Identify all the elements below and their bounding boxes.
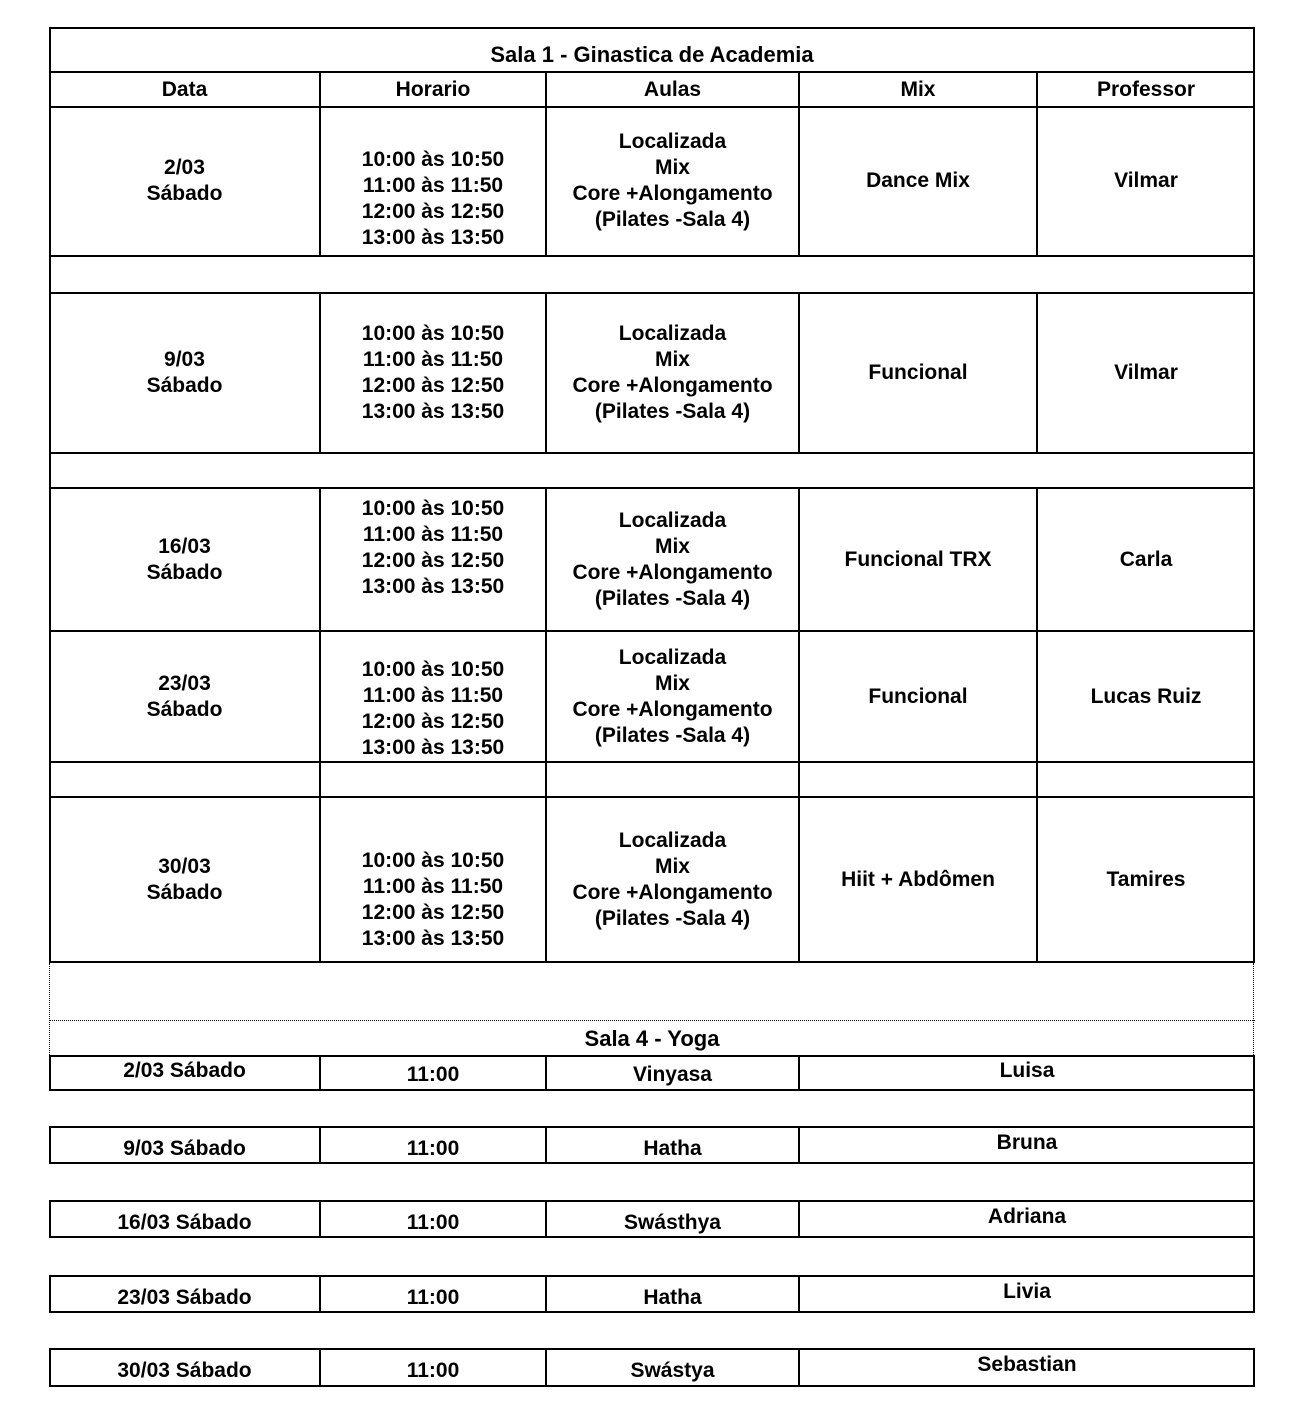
- column-divider: [319, 292, 321, 454]
- column-divider: [798, 1348, 800, 1387]
- header-horario: Horario: [395, 78, 471, 101]
- table-border: [49, 255, 1255, 257]
- day-text: Sábado: [146, 880, 223, 904]
- yoga-row-teacher: Bruna: [996, 1131, 1058, 1154]
- class-item: Localizada: [618, 828, 727, 852]
- time-slot: 11:00 às 11:50: [362, 348, 504, 371]
- header-mix: Mix: [900, 78, 936, 101]
- time-slot: 13:00 às 13:50: [361, 926, 505, 950]
- column-divider: [798, 292, 800, 454]
- column-divider: [798, 1055, 800, 1091]
- table-row-mix: Funcional: [868, 684, 968, 708]
- column-divider: [545, 71, 547, 257]
- time-slot: 12:00 às 12:50: [361, 374, 505, 397]
- class-item: Localizada: [618, 508, 727, 532]
- class-item: Mix: [654, 348, 690, 371]
- table-row-teacher: Vilmar: [1114, 169, 1178, 192]
- column-divider: [319, 1126, 321, 1164]
- column-divider: [1036, 796, 1038, 963]
- date-text: 9/03: [164, 348, 205, 371]
- yoga-row-style: Vinyasa: [632, 1063, 712, 1086]
- table-row-date: [49, 631, 320, 762]
- class-item: Mix: [654, 156, 690, 179]
- time-slot: 10:00 às 10:50: [361, 322, 505, 345]
- table-border: [49, 1385, 1255, 1387]
- time-slot: 12:00 às 12:50: [361, 900, 505, 924]
- yoga-row-style: Swástya: [630, 1359, 715, 1382]
- table-border: [49, 1311, 1255, 1313]
- table-row-teacher: Tamires: [1106, 867, 1186, 891]
- column-divider: [798, 1275, 800, 1313]
- class-item: Mix: [654, 671, 690, 695]
- table-row-mix: Dance Mix: [866, 169, 970, 192]
- table-border: [49, 27, 51, 963]
- yoga-row-style: Hatha: [643, 1286, 702, 1309]
- class-item: Localizada: [618, 130, 727, 153]
- table-border: [49, 1275, 1255, 1277]
- column-divider: [798, 796, 800, 963]
- table-row-times: [320, 488, 546, 631]
- table-border: [49, 292, 1255, 294]
- yoga-row-style: Swásthya: [624, 1211, 721, 1234]
- table-row-mix: Hiit + Abdômen: [841, 867, 995, 891]
- time-slot: 13:00 às 13:50: [361, 574, 505, 598]
- column-divider: [545, 1126, 547, 1164]
- yoga-row-date: 9/03 Sábado: [123, 1137, 246, 1160]
- column-divider: [1036, 487, 1038, 797]
- class-item: Localizada: [618, 645, 727, 669]
- table-border: [49, 27, 1255, 29]
- yoga-row-time: 11:00: [406, 1286, 460, 1309]
- column-divider: [319, 1200, 321, 1238]
- time-slot: 11:00 às 11:50: [362, 174, 504, 197]
- time-slot: 10:00 às 10:50: [361, 657, 505, 681]
- column-divider: [545, 1055, 547, 1091]
- table-row-mix: Funcional: [868, 361, 968, 384]
- time-slot: 11:00 às 11:50: [362, 683, 504, 707]
- table-border-dotted: [49, 1020, 1255, 1021]
- date-text: 16/03: [158, 534, 211, 558]
- yoga-row-teacher: Luisa: [999, 1059, 1055, 1082]
- table-border: [49, 761, 1255, 763]
- yoga-row-time: 11:00: [406, 1211, 460, 1234]
- yoga-row-teacher: Livia: [1003, 1280, 1051, 1303]
- table-border: [49, 1089, 1255, 1091]
- column-divider: [545, 1200, 547, 1238]
- yoga-row-date: 30/03 Sábado: [117, 1359, 252, 1382]
- table-row-classes: [546, 488, 799, 631]
- column-divider: [319, 1348, 321, 1387]
- column-divider: [319, 1275, 321, 1313]
- table-border: [49, 452, 1255, 454]
- table-row-teacher: Lucas Ruiz: [1090, 684, 1202, 708]
- table-border: [49, 796, 1255, 798]
- table-border: [1253, 1200, 1255, 1275]
- class-item: Core +Alongamento: [572, 880, 773, 904]
- time-slot: 11:00 às 11:50: [362, 874, 504, 898]
- table-border: [49, 1126, 51, 1164]
- table-row-times: [320, 107, 546, 255]
- column-divider: [545, 292, 547, 454]
- sala1-title: Sala 1 - Ginastica de Academia: [490, 42, 814, 67]
- time-slot: 12:00 às 12:50: [361, 709, 505, 733]
- class-item: Core +Alongamento: [572, 697, 773, 721]
- table-row-date: [49, 293, 320, 453]
- time-slot: 10:00 às 10:50: [361, 148, 505, 171]
- table-row-teacher: Carla: [1119, 547, 1173, 571]
- column-divider: [319, 796, 321, 963]
- table-border: [49, 106, 1255, 108]
- table-border: [1253, 1275, 1255, 1313]
- table-border: [49, 1126, 1255, 1128]
- table-border: [49, 1348, 1255, 1350]
- class-item: Localizada: [618, 322, 727, 345]
- column-divider: [798, 71, 800, 257]
- table-row-date: [49, 797, 320, 962]
- yoga-row-style: Hatha: [643, 1137, 702, 1160]
- time-slot: 11:00 às 11:50: [362, 522, 504, 546]
- day-text: Sábado: [146, 697, 223, 721]
- class-item: (Pilates -Sala 4): [594, 723, 751, 747]
- yoga-row-date: 2/03 Sábado: [123, 1059, 246, 1082]
- table-border: [49, 1275, 51, 1313]
- date-text: 30/03: [158, 854, 211, 878]
- column-divider: [798, 487, 800, 797]
- schedule-sheet: [49, 27, 1255, 1389]
- column-divider: [1036, 292, 1038, 454]
- table-border: [49, 1055, 51, 1091]
- class-item: Core +Alongamento: [572, 560, 773, 584]
- table-row-classes: [546, 631, 799, 762]
- column-divider: [319, 1055, 321, 1091]
- table-border: [49, 1162, 1255, 1164]
- yoga-row-date: 16/03 Sábado: [117, 1211, 252, 1234]
- class-item: (Pilates -Sala 4): [594, 400, 751, 423]
- class-item: Core +Alongamento: [572, 374, 773, 397]
- table-border: [49, 71, 1255, 73]
- table-border: [49, 1348, 51, 1387]
- yoga-row-time: 11:00: [406, 1063, 460, 1086]
- table-row-times: [320, 631, 546, 762]
- sala4-title: Sala 4 - Yoga: [584, 1026, 720, 1051]
- table-border: [49, 630, 1255, 632]
- column-divider: [545, 487, 547, 797]
- yoga-row-teacher: Sebastian: [977, 1353, 1077, 1376]
- table-row-classes: [546, 797, 799, 962]
- yoga-row-teacher: Adriana: [987, 1205, 1067, 1228]
- column-divider: [798, 1200, 800, 1238]
- table-border: [1253, 27, 1255, 963]
- time-slot: 10:00 às 10:50: [361, 848, 505, 872]
- table-row-times: [320, 293, 546, 453]
- header-professor: Professor: [1096, 78, 1196, 101]
- table-border: [49, 961, 1255, 963]
- day-text: Sábado: [146, 182, 223, 205]
- table-border: [49, 1200, 51, 1238]
- table-row-date: [49, 107, 320, 255]
- table-row-mix: Funcional TRX: [844, 547, 992, 571]
- date-text: 2/03: [164, 156, 205, 179]
- class-item: (Pilates -Sala 4): [594, 586, 751, 610]
- table-border: [49, 1055, 1255, 1057]
- table-border-dotted: [49, 963, 50, 1055]
- table-row-date: [49, 488, 320, 631]
- table-row-classes: [546, 293, 799, 453]
- table-row-times: [320, 797, 546, 962]
- class-item: Core +Alongamento: [572, 182, 773, 205]
- column-divider: [319, 71, 321, 257]
- table-border: [49, 1236, 1255, 1238]
- day-text: Sábado: [146, 560, 223, 584]
- header-aulas: Aulas: [643, 78, 702, 101]
- column-divider: [545, 1348, 547, 1387]
- header-data: Data: [161, 78, 208, 101]
- table-border: [1253, 1089, 1255, 1200]
- time-slot: 13:00 às 13:50: [361, 226, 505, 249]
- column-divider: [319, 487, 321, 797]
- yoga-row-time: 11:00: [406, 1359, 460, 1382]
- time-slot: 12:00 às 12:50: [361, 548, 505, 572]
- date-text: 23/03: [158, 671, 211, 695]
- time-slot: 10:00 às 10:50: [361, 496, 505, 520]
- yoga-row-time: 11:00: [406, 1137, 460, 1160]
- column-divider: [798, 1126, 800, 1164]
- time-slot: 13:00 às 13:50: [361, 400, 505, 423]
- table-row-classes: [546, 107, 799, 255]
- yoga-row-date: 23/03 Sábado: [117, 1286, 252, 1309]
- table-row-teacher: Vilmar: [1114, 361, 1178, 384]
- column-divider: [545, 1275, 547, 1313]
- class-item: Mix: [654, 534, 690, 558]
- class-item: (Pilates -Sala 4): [594, 906, 751, 930]
- column-divider: [1036, 71, 1038, 257]
- table-border: [49, 487, 1255, 489]
- table-border: [1253, 1055, 1255, 1091]
- table-border: [1253, 1348, 1255, 1387]
- time-slot: 12:00 às 12:50: [361, 200, 505, 223]
- column-divider: [545, 796, 547, 963]
- table-border-dotted: [1253, 963, 1254, 1055]
- table-border: [49, 1200, 1255, 1202]
- day-text: Sábado: [146, 374, 223, 397]
- time-slot: 13:00 às 13:50: [361, 735, 505, 759]
- class-item: (Pilates -Sala 4): [594, 208, 751, 231]
- class-item: Mix: [654, 854, 690, 878]
